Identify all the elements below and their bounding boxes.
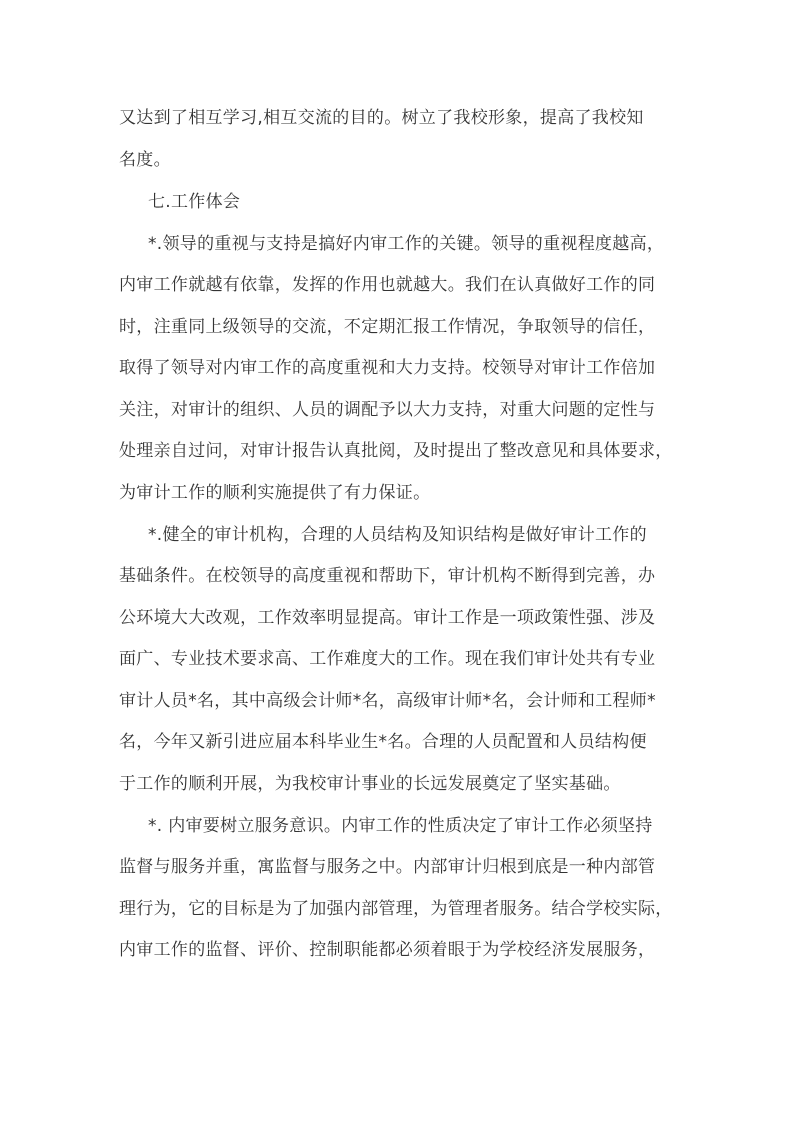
paragraph-line: 取得了领导对内审工作的高度重视和大力支持。校领导对审计工作倍加 (119, 358, 656, 378)
paragraph-line: 为审计工作的顺利实施提供了有力保证。 (119, 483, 431, 503)
section-heading: 七.工作体会 (148, 192, 241, 212)
paragraph-line: 处理亲自过问，对审计报告认真批阅，及时提出了整改意见和具体要求， (119, 441, 673, 461)
paragraph-line: 名，今年又新引进应届本科毕业生*名。合理的人员配置和人员结构便 (119, 732, 647, 752)
paragraph-line: 审计人员*名，其中高级会计师*名，高级审计师*名，会计师和工程师* (119, 691, 656, 711)
paragraph-line: 于工作的顺利开展，为我校审计事业的长远发展奠定了坚实基础。 (119, 774, 621, 794)
paragraph-line: 时，注重同上级领导的交流，不定期汇报工作情况，争取领导的信任， (119, 317, 656, 337)
paragraph-line: 内审工作的监督、评价、控制职能都必须着眼于为学校经济发展服务， (119, 940, 656, 960)
paragraph-line: 公环境大大改观，工作效率明显提高。审计工作是一项政策性强、涉及 (119, 608, 656, 628)
paragraph-line: 面广、专业技术要求高、工作难度大的工作。现在我们审计处共有专业 (119, 649, 656, 669)
paragraph-line: 监督与服务并重，寓监督与服务之中。内部审计归根到底是一种内部管 (119, 857, 656, 877)
paragraph-line: *.领导的重视与支持是搞好内审工作的关键。领导的重视程度越高， (148, 234, 665, 254)
paragraph-line: 关注，对审计的组织、人员的调配予以大力支持，对重大问题的定性与 (119, 400, 656, 420)
paragraph-line: *.健全的审计机构，合理的人员结构及知识结构是做好审计工作的 (148, 525, 647, 545)
paragraph-line: 名度。 (119, 150, 171, 170)
paragraph-line: 理行为，它的目标是为了加强内部管理，为管理者服务。结合学校实际， (119, 899, 673, 919)
paragraph-line: 又达到了相互学习,相互交流的目的。树立了我校形象，提高了我校知 (119, 108, 644, 128)
paragraph-line: *. 内审要树立服务意识。内审工作的性质决定了审计工作必须坚持 (148, 816, 653, 836)
paragraph-line: 基础条件。在校领导的高度重视和帮助下，审计机构不断得到完善，办 (119, 566, 656, 586)
paragraph-line: 内审工作就越有依靠，发挥的作用也就越大。我们在认真做好工作的同 (119, 275, 656, 295)
